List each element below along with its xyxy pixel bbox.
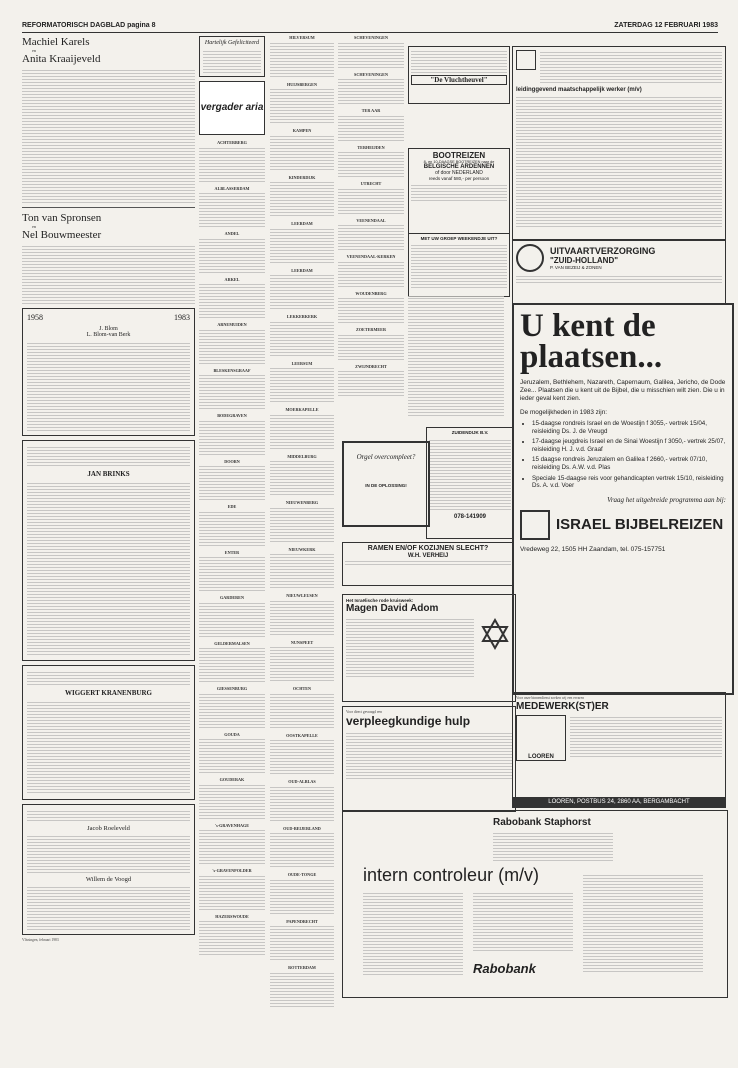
church-details bbox=[270, 366, 334, 404]
header-right: ZATERDAG 12 FEBRUARI 1983 bbox=[614, 22, 718, 29]
church-entry bbox=[270, 315, 334, 358]
obituary-body bbox=[27, 809, 190, 823]
church-name: MOERKAPELLE bbox=[285, 407, 319, 412]
ad-body bbox=[363, 891, 463, 977]
church-details bbox=[270, 645, 334, 683]
church-details bbox=[199, 874, 265, 911]
ad-line: 8- en 10-DAAGSE BOOTREIZEN naar de bbox=[423, 160, 495, 164]
looren-logo bbox=[516, 715, 566, 761]
church-name: ZWIJNDRECHT bbox=[355, 363, 387, 369]
church-details bbox=[199, 783, 265, 820]
rabobank-logo: Rabobank bbox=[473, 961, 536, 976]
church-details bbox=[270, 599, 334, 637]
ad-body bbox=[429, 438, 511, 512]
church-name: HAZERSWOUDE bbox=[215, 913, 249, 919]
ad-vluchtheuvel bbox=[408, 46, 510, 104]
church-name: ENTER bbox=[224, 549, 240, 555]
ad-sub: IN DE OPLOSSING! bbox=[365, 483, 407, 488]
logo-text: vergader aria bbox=[200, 102, 264, 113]
church-name: GELDERMALSEN bbox=[214, 640, 250, 646]
church-details bbox=[338, 150, 404, 178]
church-entry bbox=[199, 824, 265, 866]
ad-subhead: De mogelijkheden in 1983 zijn: bbox=[520, 409, 608, 416]
church-entry bbox=[338, 73, 404, 106]
ad-company: W.H. VERHEIJ bbox=[407, 553, 449, 559]
notice-name: Nel Bouwmeester bbox=[22, 229, 102, 242]
ad-israel-bijbelreizen bbox=[512, 303, 734, 695]
ad-body bbox=[493, 831, 613, 861]
ad-uitvaart bbox=[512, 240, 726, 304]
ad-headline: U kent de plaatsen... bbox=[520, 308, 663, 375]
ad-title: Rabobank Staphorst bbox=[493, 817, 591, 828]
notice-name: Ton van Spronsen bbox=[22, 212, 102, 225]
church-name: KINDERDIJK bbox=[288, 174, 316, 180]
church-entry bbox=[199, 187, 265, 229]
church-entry bbox=[199, 232, 265, 274]
ad-name: "ZUID-HOLLAND" bbox=[550, 256, 619, 265]
church-details bbox=[270, 552, 334, 590]
church-name: WOUDENBERG bbox=[355, 290, 387, 296]
church-entry bbox=[270, 687, 334, 730]
church-details bbox=[199, 555, 265, 592]
church-entry bbox=[338, 328, 404, 361]
obituary-body bbox=[27, 670, 190, 686]
church-entry bbox=[270, 455, 334, 498]
church-name: SCHEVENINGEN bbox=[354, 71, 388, 77]
church-entry bbox=[199, 733, 265, 775]
church-name: 's-GRAVENPOLDER bbox=[212, 868, 252, 873]
notice-spronsen bbox=[22, 212, 195, 304]
church-details bbox=[338, 369, 404, 397]
trip-list bbox=[520, 420, 726, 490]
church-details bbox=[338, 114, 404, 142]
notice-en: en bbox=[32, 48, 36, 53]
church-list bbox=[270, 36, 334, 1009]
church-entry bbox=[199, 778, 265, 820]
church-details bbox=[270, 227, 334, 265]
church-services-column-3 bbox=[270, 36, 334, 1036]
org-logo-icon bbox=[516, 50, 536, 70]
church-name: OUD-ALBLAS bbox=[288, 779, 316, 784]
notice-karels bbox=[22, 36, 195, 203]
ibr-logo-icon bbox=[520, 510, 550, 540]
church-details bbox=[270, 506, 334, 544]
church-name: ANDEL bbox=[224, 231, 240, 236]
church-details bbox=[199, 464, 265, 501]
ad-title: RAMEN EN/OF KOZIJNEN SLECHT? bbox=[367, 545, 489, 552]
ad-address: LOOREN, POSTBUS 24, 2860 AA, BERGAMBACHT bbox=[513, 797, 725, 807]
church-entry bbox=[270, 641, 334, 684]
church-details bbox=[338, 41, 404, 69]
church-name: BODEGRAVEN bbox=[217, 413, 247, 418]
ad-leidinggevend bbox=[512, 46, 726, 240]
church-name: LEERDAM bbox=[291, 221, 313, 226]
church-details bbox=[338, 260, 404, 288]
church-entry bbox=[199, 642, 265, 684]
page-header bbox=[22, 22, 718, 33]
ad-places: Jeruzalem, Bethlehem, Nazareth, Capernaum, Galilea, Jericho, de Dode Zee... Plaatsen die u kent uit de Bijbel, die u misschien wilt zien. Die u in ieder geval kent zien. bbox=[520, 379, 726, 402]
ad-more: Vraag het uitgebreide programma aan bij: bbox=[607, 495, 726, 504]
ad-pre: Voor onze binnendienst zoeken wij een ervaren bbox=[516, 696, 584, 700]
congrats-title: Hartelijk Gefeliciteerd bbox=[204, 40, 260, 46]
church-entry bbox=[270, 966, 334, 1009]
ad-title: Orgel overcompleet? bbox=[356, 453, 416, 461]
jubilee-year-start: 1958 bbox=[27, 313, 43, 323]
church-entry bbox=[338, 219, 404, 252]
church-details bbox=[199, 692, 265, 729]
ad-title: leidinggevend maatschappelijk werker (m/v) bbox=[516, 87, 642, 93]
church-name: LEKKERKERK bbox=[286, 314, 318, 319]
church-details bbox=[270, 134, 334, 172]
church-name: MIDDELBURG bbox=[287, 453, 317, 459]
church-entry bbox=[270, 734, 334, 777]
church-name: PAPENDRECHT bbox=[286, 918, 318, 924]
ad-price: reeds vanaf 580,- per persoon bbox=[428, 176, 490, 181]
ad-body bbox=[411, 243, 507, 288]
notice-name: Anita Kraaijeveld bbox=[22, 53, 101, 66]
church-details bbox=[199, 237, 265, 274]
notice-name: Machiel Karels bbox=[22, 36, 90, 48]
ad-zuidendijk bbox=[426, 427, 514, 539]
ad-magen-david-adom bbox=[342, 594, 516, 702]
church-name: 's-GRAVENHAGE bbox=[214, 822, 250, 828]
church-entry bbox=[199, 369, 265, 411]
church-details bbox=[199, 646, 265, 683]
obituary-name: Jacob Roeleveld bbox=[87, 825, 130, 833]
church-name: HILVERSUM bbox=[289, 35, 315, 40]
church-details bbox=[270, 785, 334, 823]
ad-body bbox=[346, 617, 474, 677]
church-details bbox=[338, 77, 404, 105]
church-entry bbox=[270, 129, 334, 172]
ad-title: verpleegkundige hulp bbox=[346, 713, 471, 728]
church-name: SCHEVENINGEN bbox=[354, 35, 388, 40]
ad-phone: 078-141909 bbox=[453, 514, 487, 520]
ad-headline: intern controleur (m/v) bbox=[363, 865, 540, 885]
jubilee-year-end: 1983 bbox=[174, 313, 190, 323]
church-entry bbox=[270, 920, 334, 963]
trip-item: • Speciale 15-daagse reis voor gehandicapten vertrek 15/10, reisleiding Ds. A. v.d. Voer bbox=[532, 475, 726, 490]
church-entry bbox=[270, 548, 334, 591]
church-details bbox=[338, 296, 404, 324]
ad-looren bbox=[512, 692, 726, 808]
church-name: EDE bbox=[227, 504, 237, 509]
church-entry bbox=[270, 222, 334, 265]
ad-body bbox=[346, 731, 512, 781]
church-details bbox=[338, 187, 404, 215]
church-details bbox=[199, 419, 265, 456]
ad-ramen bbox=[342, 542, 514, 586]
obituary-body bbox=[27, 834, 190, 874]
ad-title: Magen David Adom bbox=[346, 603, 439, 614]
ad-rabobank bbox=[342, 810, 728, 998]
notice-en: en bbox=[32, 224, 36, 230]
church-entry bbox=[270, 827, 334, 870]
church-entry bbox=[270, 269, 334, 312]
church-details bbox=[338, 223, 404, 251]
ad-line: BELGISCHE ARDENNEN bbox=[423, 164, 495, 170]
church-entry bbox=[338, 182, 404, 215]
ad-verpleegkundige bbox=[342, 706, 516, 812]
church-name: LEERDAM bbox=[291, 267, 313, 273]
obituary-name: WIGGERT KRANENBURG bbox=[65, 689, 152, 698]
church-name: NIEUWENBERG bbox=[285, 500, 319, 505]
announcement-text bbox=[408, 296, 504, 416]
church-name: NIEUWLEUSEN bbox=[286, 593, 318, 598]
church-name: TERHEIJDEN bbox=[357, 144, 385, 150]
church-entry bbox=[270, 408, 334, 451]
church-name: OUDE-TONGE bbox=[287, 872, 317, 877]
church-name: TER AAR bbox=[361, 108, 381, 113]
church-entry bbox=[338, 365, 404, 398]
ad-bootreizen bbox=[408, 148, 510, 234]
obituary-name: JAN BRINKS bbox=[87, 470, 130, 479]
church-details bbox=[338, 333, 404, 361]
trip-item: • 15-daagse rondreis Israel en de Woestijn f 3055,- vertrek 15/04, reisleiding Ds. J. de Vreugd bbox=[532, 420, 726, 435]
obituary-brinks bbox=[22, 440, 195, 661]
church-name: GOUDA bbox=[224, 731, 240, 737]
church-details bbox=[270, 180, 334, 218]
ad-sub: P. VAN BEZEIJ & ZONEN bbox=[550, 265, 602, 270]
church-entry bbox=[270, 36, 334, 79]
ad-title: BOOTREIZEN bbox=[432, 151, 486, 160]
church-entry bbox=[270, 362, 334, 405]
church-details bbox=[199, 282, 265, 319]
church-name: NUNSPEET bbox=[290, 639, 314, 645]
church-entry bbox=[338, 146, 404, 179]
church-name: HUIJSBERGEN bbox=[286, 81, 318, 87]
church-details bbox=[270, 87, 334, 125]
star-of-david-icon bbox=[478, 617, 512, 651]
church-name: KAMPEN bbox=[292, 128, 312, 133]
church-name: VEENENDAAL bbox=[356, 217, 386, 223]
church-name: ROTTERDAM bbox=[288, 965, 316, 970]
family-notices-column bbox=[22, 36, 195, 1036]
church-entry bbox=[199, 323, 265, 365]
obituary-body bbox=[27, 885, 190, 930]
church-name: VEENENDAAL-KERKEN bbox=[346, 254, 396, 259]
church-details bbox=[270, 41, 334, 79]
ad-title: ZUIDENDIJK B.V. bbox=[451, 430, 489, 435]
church-name: NIEUWKERK bbox=[288, 546, 316, 552]
church-entry bbox=[338, 36, 404, 69]
obituary-body bbox=[27, 481, 190, 656]
church-entry bbox=[199, 687, 265, 729]
church-entry bbox=[199, 141, 265, 183]
announcement-body bbox=[408, 296, 504, 416]
ad-body bbox=[570, 715, 722, 759]
ad-brand: ISRAEL BIJBELREIZEN bbox=[556, 516, 724, 534]
congrats-box bbox=[199, 36, 265, 77]
church-details bbox=[199, 510, 265, 547]
church-details bbox=[270, 971, 334, 1009]
church-details bbox=[199, 373, 265, 410]
church-name: BLESKENSGRAAF bbox=[213, 367, 251, 373]
ad-title: MET UW GROEP WEEKENDJE UIT? bbox=[420, 236, 498, 241]
ad-pre: Voor direct gevraagd een bbox=[346, 710, 382, 714]
ad-body bbox=[411, 183, 507, 201]
church-entry bbox=[270, 176, 334, 219]
church-services-column-2 bbox=[199, 36, 265, 1036]
church-entry bbox=[199, 278, 265, 320]
church-details bbox=[199, 919, 265, 956]
church-details bbox=[270, 273, 334, 311]
church-name: LEERSUM bbox=[291, 360, 313, 366]
ad-line: of door NEDERLAND bbox=[435, 170, 483, 176]
church-entry bbox=[199, 505, 265, 547]
church-entry bbox=[338, 292, 404, 325]
church-name: ALBLASSERDAM bbox=[214, 185, 250, 191]
notice-blom bbox=[22, 308, 195, 436]
obituary-kranenburg bbox=[22, 665, 195, 800]
church-name: DOORN bbox=[224, 458, 240, 464]
church-name: UTRECHT bbox=[360, 181, 382, 186]
ad-title: MEDEWERK(ST)ER bbox=[516, 700, 609, 712]
church-entry bbox=[270, 873, 334, 916]
divider bbox=[22, 207, 195, 208]
cross-emblem-icon bbox=[516, 244, 544, 272]
obituary-body bbox=[27, 700, 190, 795]
church-entry bbox=[270, 501, 334, 544]
church-name: OOSTKAPELLE bbox=[286, 732, 318, 738]
church-name: OCHTEN bbox=[292, 686, 312, 691]
ad-body bbox=[411, 49, 507, 73]
church-details bbox=[199, 601, 265, 638]
jubilee-body bbox=[27, 341, 190, 431]
logo-text: LOOREN bbox=[528, 753, 554, 760]
trip-item: • 17-daagse jeugdreis Israel en de Sinai Woestijn f 3050,- vertrek 25/07, reisleiding H. J. v.d. Graaf bbox=[532, 438, 726, 453]
church-details bbox=[199, 828, 265, 865]
ad-body bbox=[583, 873, 703, 973]
ad-body bbox=[516, 274, 722, 284]
church-details bbox=[270, 924, 334, 962]
church-details bbox=[199, 146, 265, 183]
church-name: ACHTERBERG bbox=[217, 140, 247, 145]
footer-place: Vlissingen, februari 1983 bbox=[22, 938, 59, 943]
congrats-body bbox=[203, 49, 261, 73]
church-entry bbox=[199, 915, 265, 957]
church-entry bbox=[199, 869, 265, 911]
church-entry bbox=[338, 255, 404, 288]
church-entry bbox=[199, 460, 265, 502]
church-entry bbox=[199, 414, 265, 456]
ad-body bbox=[345, 559, 511, 565]
church-list bbox=[338, 36, 404, 397]
church-details bbox=[270, 413, 334, 451]
church-name: ARKEL bbox=[224, 276, 240, 282]
jubilee-name: L. Blom-van Berk bbox=[86, 332, 131, 339]
obituary-roeleveld bbox=[22, 804, 195, 935]
church-name: GARDEREN bbox=[220, 595, 244, 600]
obituary-body bbox=[27, 445, 190, 467]
notice-body bbox=[22, 68, 195, 203]
church-details bbox=[270, 738, 334, 776]
church-name: ZOETERMEER bbox=[355, 327, 387, 332]
obituary-name: Willem de Voogd bbox=[85, 876, 132, 884]
church-entry bbox=[199, 596, 265, 638]
ad-overcompleet bbox=[342, 441, 430, 527]
header-left: REFORMATORISCH DAGBLAD pagina 8 bbox=[22, 22, 156, 29]
church-details bbox=[199, 737, 265, 774]
church-entry bbox=[199, 551, 265, 593]
church-entry bbox=[270, 83, 334, 126]
ad-pre: Het Israëlische rode kruisweek: bbox=[346, 598, 414, 603]
church-entry bbox=[270, 594, 334, 637]
church-name: OUD-BEIJERLAND bbox=[283, 825, 321, 831]
church-entry bbox=[338, 109, 404, 142]
notice-body bbox=[22, 244, 195, 304]
ad-address: Vredeweg 22, 1505 HH Zaandam, tel. 075-157751 bbox=[520, 545, 666, 553]
church-details bbox=[199, 191, 265, 228]
ad-title: UITVAARTVERZORGING bbox=[550, 246, 656, 256]
church-details bbox=[270, 459, 334, 497]
ad-body bbox=[516, 95, 722, 227]
ad-groep-weekend bbox=[408, 233, 510, 297]
church-details bbox=[270, 878, 334, 916]
church-entry bbox=[270, 780, 334, 823]
ad-body bbox=[540, 50, 722, 84]
church-name: GIESSENBURG bbox=[216, 686, 248, 691]
ad-title: "De Vluchtheuvel" bbox=[411, 75, 507, 85]
church-name: ARNEMUIDEN bbox=[217, 322, 247, 327]
church-list bbox=[199, 141, 265, 956]
ad-body bbox=[473, 891, 573, 953]
vergaderaria-logo bbox=[199, 81, 265, 135]
trip-item: • 15 daagse rondreis Jeruzalem en Galilea f 2660,- vertrek 07/10, reisleiding Ds. A.W. v.d. Plas bbox=[532, 456, 726, 471]
church-name: GOUDERAK bbox=[219, 777, 245, 782]
jubilee-name: J. Blom bbox=[99, 326, 118, 333]
church-details bbox=[270, 831, 334, 869]
church-details bbox=[199, 328, 265, 365]
church-details bbox=[270, 692, 334, 730]
church-details bbox=[270, 320, 334, 358]
